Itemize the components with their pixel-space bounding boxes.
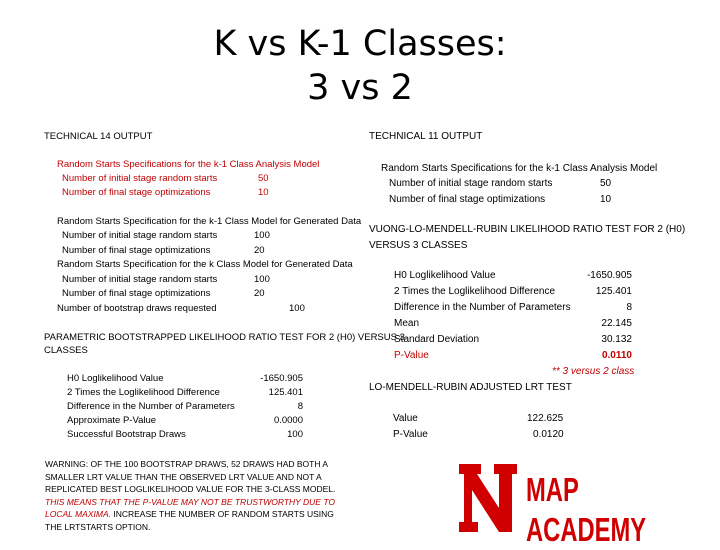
row-value: 10 [600, 194, 612, 205]
row-label: P-Value [394, 350, 429, 361]
row-label: Number of initial stage random starts [62, 173, 218, 184]
tech11-random-starts-row [389, 192, 612, 208]
row-value: -1650.905 [260, 373, 303, 384]
lmr-adjusted-heading: LO-MENDELL-RUBIN ADJUSTED LRT TEST [369, 382, 572, 393]
row-value: 8 [297, 401, 303, 412]
blrt-heading-line2: CLASSES [44, 345, 88, 356]
tech14-generated-row [62, 229, 270, 242]
tech14-generated-heading-k: Random Starts Specification for the k Class Model for Generated Data [57, 259, 353, 270]
warning-advice: INCREASE THE NUMBER OF RANDOM STARTS USING THE LRTSTARTS OPTION. [45, 509, 334, 532]
vlmr-row [394, 284, 632, 300]
vlmr-row [394, 316, 632, 332]
vlmr-row [394, 332, 632, 348]
tech14-generated-row [62, 244, 265, 257]
row-label: H0 Loglikelihood Value [394, 270, 496, 281]
tech14-random-starts-row [62, 172, 274, 185]
tech14-bootstrap-draws-row [57, 302, 305, 315]
row-value: 22.145 [601, 318, 632, 329]
slide-title-line2: 3 vs 2 [307, 68, 413, 108]
row-value: 8 [626, 302, 632, 313]
tech11-random-starts-row [389, 176, 612, 192]
row-label: Successful Bootstrap Draws [67, 429, 186, 440]
row-value: 10 [258, 187, 269, 198]
row-label: P-Value [393, 429, 428, 440]
lmr-adjusted-row [393, 427, 564, 443]
row-label: Number of initial stage random starts [62, 274, 218, 285]
row-label: Mean [394, 318, 420, 329]
warning-text: WARNING: OF THE 100 BOOTSTRAP DRAWS, 52 DRAWS HAD BOTH A SMALLER LRT VALUE THAN THE OBSERVED LRT VALUE AND NOT A REPLICATED BEST LOGLIKELIHOOD VALUE FOR THE 3-CLASS MODEL. [45, 459, 336, 494]
blrt-heading-line1: PARAMETRIC BOOTSTRAPPED LIKELIHOOD RATIO TEST FOR 2 (H0) VERSUS 3 [44, 332, 405, 343]
row-value: -1650.905 [586, 270, 632, 281]
vlmr-heading-line2: VERSUS 3 CLASSES [369, 239, 468, 251]
row-label: Number of final stage optimizations [389, 194, 546, 205]
lmr-adjusted-row [393, 411, 564, 427]
tech14-random-starts-row [62, 186, 274, 199]
row-value: 0.0000 [273, 415, 303, 426]
row-label: Number of final stage optimizations [62, 245, 211, 256]
row-value: 122.625 [527, 413, 564, 424]
blrt-heading [44, 331, 405, 357]
tech14-header: TECHNICAL 14 OUTPUT [44, 131, 153, 142]
row-label: Number of bootstrap draws requested [57, 303, 217, 314]
row-label: Number of initial stage random starts [62, 230, 218, 241]
tech14-generated-row [62, 273, 270, 286]
row-value: 100 [289, 303, 305, 314]
tech14-generated-row [62, 287, 265, 300]
vlmr-heading-line1: VUONG-LO-MENDELL-RUBIN LIKELIHOOD RATIO TEST FOR 2 (H0) [369, 224, 686, 235]
row-value: 0.0120 [533, 429, 564, 440]
vlmr-row-pvalue [394, 348, 632, 364]
row-value: 30.132 [601, 334, 632, 345]
blrt-row [67, 414, 303, 428]
row-label: Number of final stage optimizations [62, 187, 211, 198]
blrt-row [67, 386, 303, 400]
blrt-table [67, 372, 303, 442]
row-value: 20 [254, 288, 265, 299]
slide-title-line1: K vs K-1 Classes: [213, 24, 507, 64]
tech14-random-starts-heading: Random Starts Specifications for the k-1 Class Analysis Model [57, 159, 320, 170]
nebraska-n-logo [457, 462, 519, 534]
warning-emphasis: THIS MEANS THAT THE P-VALUE MAY NOT BE TRUSTWORTHY DUE TO LOCAL MAXIMA. [45, 496, 335, 519]
row-value: 50 [258, 173, 269, 184]
row-value: 100 [254, 230, 270, 241]
row-value: 20 [254, 245, 265, 256]
row-label: Value [393, 413, 418, 424]
vlmr-heading [369, 222, 685, 253]
row-label: Difference in the Number of Parameters [394, 302, 571, 313]
row-value: 125.401 [268, 387, 303, 398]
row-value: 100 [287, 429, 303, 440]
row-label: 2 Times the Loglikelihood Difference [394, 286, 556, 297]
blrt-row [67, 400, 303, 414]
row-label: Difference in the Number of Parameters [67, 401, 235, 412]
row-label: Approximate P-Value [67, 415, 157, 426]
row-label: H0 Loglikelihood Value [67, 373, 164, 384]
row-label: Number of initial stage random starts [389, 178, 553, 189]
blrt-row [67, 372, 303, 386]
map-academy-wordmark: MAP ACADEMY [526, 471, 647, 548]
row-label: Standard Deviation [394, 334, 480, 345]
row-label: Number of final stage optimizations [62, 288, 211, 299]
vlmr-row [394, 300, 632, 316]
slide-title [0, 22, 720, 110]
vlmr-table [394, 268, 632, 364]
row-value: 0.0110 [601, 350, 632, 361]
blrt-row [67, 428, 303, 442]
bootstrap-warning [45, 458, 350, 533]
tech11-header: TECHNICAL 11 OUTPUT [369, 131, 483, 142]
row-value: 100 [254, 274, 270, 285]
row-value: 125.401 [595, 286, 632, 297]
row-label: 2 Times the Loglikelihood Difference [67, 387, 220, 398]
vlmr-row [394, 268, 632, 284]
tech11-random-starts-heading: Random Starts Specifications for the k-1 Class Analysis Model [381, 163, 658, 174]
vlmr-note: ** 3 versus 2 class [552, 366, 635, 377]
row-value: 50 [600, 178, 612, 189]
tech14-generated-heading-k1: Random Starts Specification for the k-1 Class Model for Generated Data [57, 216, 362, 227]
